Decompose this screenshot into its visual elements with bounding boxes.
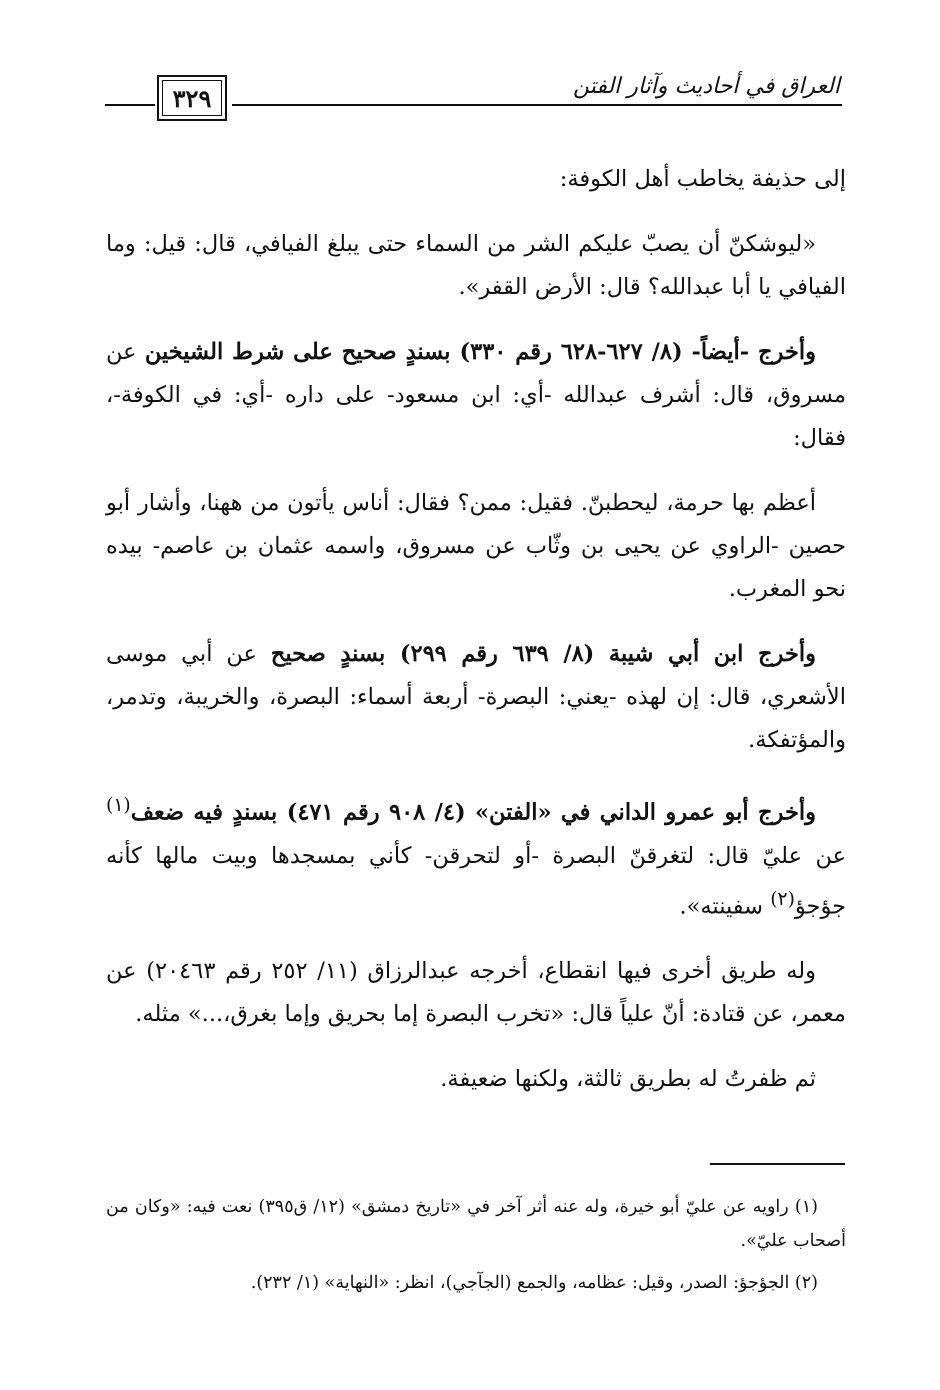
- paragraph-text: سفينته».: [679, 893, 771, 919]
- paragraph-text: عن عليّ قال: لتغرقنّ البصرة -أو لتحرقن- كأني بمسجدها وبيت مالها كأنه جؤجؤ: [106, 842, 846, 919]
- footnote-ref-2[interactable]: (٢): [770, 888, 795, 910]
- paragraph-6: [106, 784, 846, 928]
- footnotes: [106, 1190, 846, 1308]
- page-number-box: [157, 75, 227, 121]
- paragraph-7: وله طريق أخرى فيها انقطاع، أخرجه عبدالرزاق (١١/ ٢٥٢ رقم ٢٠٤٦٣) عن معمر، عن قتادة: أنّ علياً قال: «تخرب البصرة إما بحريق وإما بغرق،...» مثله.: [106, 958, 846, 1027]
- paragraph-8: ثم ظفرتُ له بطريق ثالثة، ولكنها ضعيفة.: [440, 1066, 816, 1092]
- header-rule-right: [232, 104, 842, 106]
- citation-bold: وأخرج أبو عمرو الداني في «الفتن» (٤/ ٩٠٨ رقم ٤٧١) بسندٍ فيه ضعف: [130, 799, 816, 826]
- footnote-2: (٢) الجؤجؤ: الصدر، وقيل: عظامه، والجمع (الجآجي)، انظر: «النهاية» (١/ ٢٣٢).: [250, 1273, 818, 1293]
- citation-bold: وأخرج ابن أبي شيبة (٨/ ٦٣٩ رقم ٢٩٩) بسندٍ صحيح: [270, 641, 816, 667]
- paragraph-text: عن مسروق، قال: أشرف عبدالله -أي: ابن مسعود- على داره -أي: في الكوفة-، فقال:: [106, 339, 846, 451]
- footnote-separator: [710, 1163, 845, 1165]
- running-title: العراق في أحاديث وآثار الفتن: [572, 74, 840, 99]
- paragraph-3: [106, 331, 846, 460]
- paragraph-5: [106, 633, 846, 762]
- footnote-1: (١) راويه عن عليّ أبو خيرة، وله عنه أثر آخر في «تاريخ دمشق» (١٢/ ق٣٩٥) نعت فيه: «وكان من أصحاب عليّ».: [106, 1197, 846, 1251]
- paragraph-2: «ليوشكنّ أن يصبّ عليكم الشر من السماء حتى يبلغ الفيافي، قال: قيل: وما الفيافي يا أبا عبدالله؟ قال: الأرض القفر».: [106, 231, 846, 300]
- main-text: [106, 158, 846, 1123]
- paragraph-4: أعظم بها حرمة، ليحطبنّ. فقيل: ممن؟ فقال: أناس يأتون من ههنا، وأشار أبو حصين -الراوي عن يحيى بن وثّاب عن مسروق، واسمه عثمان بن عاصم- بيده نحو المغرب.: [106, 490, 846, 602]
- citation-bold: وأخرج -أيضاً- (٨/ ٦٢٧-٦٢٨ رقم ٣٣٠) بسندٍ صحيح على شرط الشيخين: [144, 339, 816, 365]
- header-rule-left: [105, 104, 155, 106]
- paragraph-text: عن أبي موسى الأشعري، قال: إن لهذه -يعني: البصرة- أربعة أسماء: البصرة، والخريبة، وتدمر، والمؤتفكة.: [106, 641, 846, 753]
- footnote-ref-1[interactable]: (١): [106, 795, 131, 816]
- paragraph-1: إلى حذيفة يخاطب أهل الكوفة:: [559, 166, 846, 192]
- page-number: ٣٢٩: [162, 80, 222, 116]
